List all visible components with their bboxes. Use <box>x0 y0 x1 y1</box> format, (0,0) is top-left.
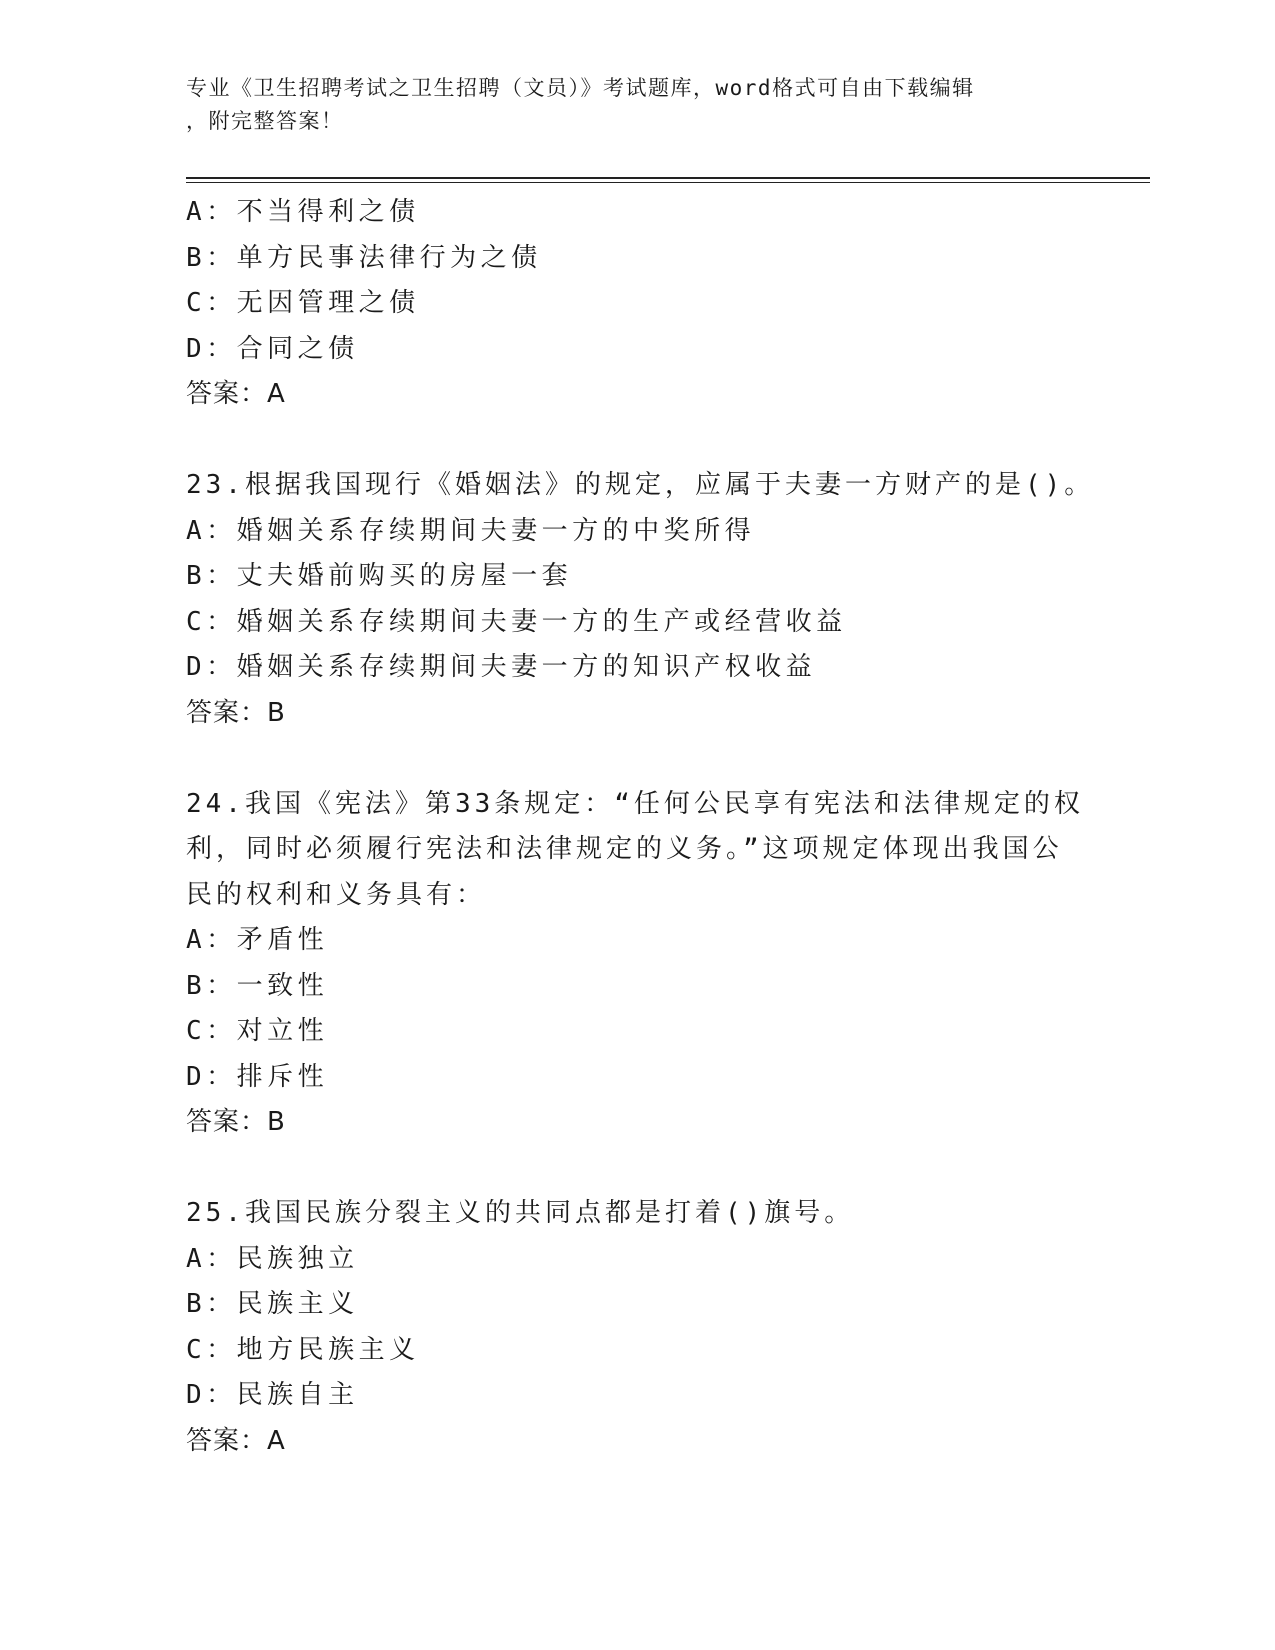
option-b: B：一致性 <box>186 970 329 1001</box>
question-block-22 <box>186 190 1066 418</box>
spacer <box>186 736 1066 782</box>
answer-line: 答案：A <box>186 379 286 409</box>
option-b: B：民族主义 <box>186 1289 359 1319</box>
option-d: D：合同之债 <box>186 333 359 364</box>
question-stem: 23.根据我国现行《婚姻法》的规定，应属于夫妻一方财产的是()。 <box>186 470 1095 500</box>
spacer <box>186 1146 1066 1192</box>
answer-line: 答案：A <box>186 1425 286 1456</box>
option-d: D：婚姻关系存续期间夫妻一方的知识产权收益 <box>186 652 817 682</box>
header-divider-thin <box>186 182 1150 183</box>
spacer <box>186 418 1066 464</box>
question-block-25 <box>186 1191 1066 1464</box>
option-c: C：无因管理之债 <box>186 288 420 318</box>
option-c: C：对立性 <box>186 1016 329 1046</box>
option-a: A：民族独立 <box>186 1243 359 1274</box>
question-stem-line-1: 24.我国《宪法》第33条规定：“任何公民享有宪法和法律规定的权 <box>186 788 1084 819</box>
header-divider-thick <box>186 177 1150 179</box>
option-b: B：单方民事法律行为之债 <box>186 242 542 273</box>
question-content <box>186 190 1095 1464</box>
question-block-24 <box>186 782 1084 1146</box>
header-line-1: 专业《卫生招聘考试之卫生招聘（文员）》考试题库，word格式可自由下载编辑 <box>186 76 975 100</box>
question-stem: 25.我国民族分裂主义的共同点都是打着()旗号。 <box>186 1198 855 1228</box>
document-header <box>186 72 1066 138</box>
option-c: C：地方民族主义 <box>186 1334 420 1365</box>
answer-line: 答案：B <box>186 697 286 728</box>
option-a: A：不当得利之债 <box>186 197 420 227</box>
option-c: C：婚姻关系存续期间夫妻一方的生产或经营收益 <box>186 606 847 637</box>
question-stem-line-2: 利，同时必须履行宪法和法律规定的义务。”这项规定体现出我国公 <box>186 834 1063 864</box>
answer-line: 答案：B <box>186 1107 286 1137</box>
question-block-23 <box>186 463 1095 736</box>
option-d: D：民族自主 <box>186 1380 359 1410</box>
option-a: A：矛盾性 <box>186 925 329 955</box>
option-a: A：婚姻关系存续期间夫妻一方的中奖所得 <box>186 515 756 546</box>
option-d: D：排斥性 <box>186 1061 329 1092</box>
question-stem-line-3: 民的权利和义务具有： <box>186 879 487 910</box>
option-b: B：丈夫婚前购买的房屋一套 <box>186 561 573 591</box>
header-line-2: ，附完整答案！ <box>186 109 344 133</box>
